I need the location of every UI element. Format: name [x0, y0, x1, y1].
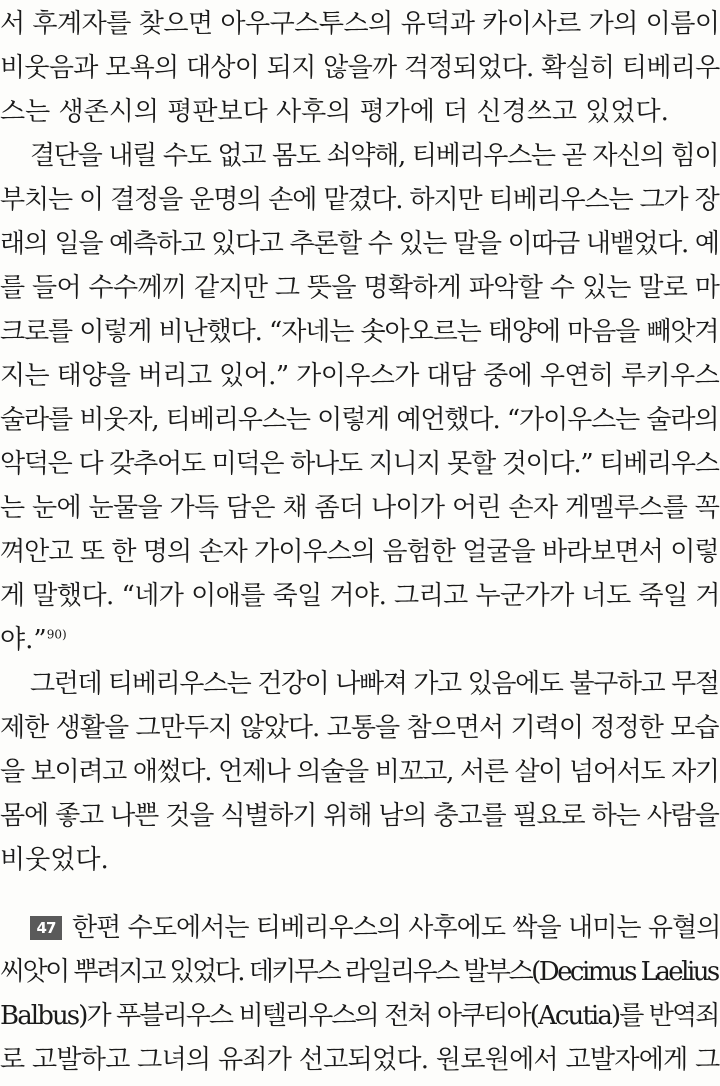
footnote-marker: 90): [46, 627, 67, 642]
text-line: 그런데 티베리우스는 건강이 나빠져 가고 있음에도 불구하고 무절: [30, 669, 719, 699]
text-line: 로 고발하고 그녀의 유죄가 선고되었다. 원로원에서 고발자에게 그: [0, 1045, 720, 1075]
text-line: 제한 생활을 그만두지 않았다. 고통을 참으면서 기력이 정정한 모습: [0, 713, 719, 743]
text-line: 를 들어 수수께끼 같지만 그 뜻을 명확하게 파악할 수 있는 말로 마: [0, 273, 720, 303]
text-line: 악덕은 다 갖추어도 미덕은 하나도 지니지 못할 것이다.” 티베리우스: [0, 449, 719, 479]
text-line: 껴안고 또 한 명의 손자 가이우스의 음험한 얼굴을 바라보면서 이렇: [0, 537, 719, 567]
text-line: 결단을 내릴 수도 없고 몸도 쇠약해, 티베리우스는 곧 자신의 힘이: [30, 141, 719, 171]
text-line: 부치는 이 결정을 운명의 손에 맡겼다. 하지만 티베리우스는 그가 장: [0, 185, 719, 215]
text-line: 술라를 비웃자, 티베리우스는 이렇게 예언했다. “가이우스는 술라의: [0, 405, 719, 435]
text-line: 지는 태양을 버리고 있어.” 가이우스가 대담 중에 우연히 루키우스: [0, 361, 720, 391]
text-line: 을 보이려고 애썼다. 언제나 의술을 비꼬고, 서른 살이 넘어서도 자기: [0, 757, 719, 787]
text-line: 스는 생존시의 평판보다 사후의 평가에 더 신경쓰고 있었다.: [0, 97, 669, 127]
text-line: 래의 일을 예측하고 있다고 추론할 수 있는 말을 이따금 내뱉었다. 예: [0, 229, 719, 259]
text-line: 씨앗이 뿌려지고 있었다. 데키무스 라일리우스 발부스(Decimus Laelius: [0, 957, 718, 987]
text-line: 는 눈에 눈물을 가득 담은 채 좀더 나이가 어린 손자 게멜루스를 꼭: [0, 493, 720, 523]
text-line-with-section-marker: [30, 906, 720, 950]
text-line: Balbus)가 푸블리우스 비텔리우스의 전처 아쿠티아(Acutia)를 반역죄: [0, 1001, 719, 1031]
text-line: 비웃음과 모욕의 대상이 되지 않을까 걱정되었다. 확실히 티베리우: [0, 53, 720, 83]
text-line: 몸에 좋고 나쁜 것을 식별하기 위해 남의 충고를 필요로 하는 사람을: [0, 801, 719, 831]
text-fragment: 한편 수도에서는 티베리우스의 사후에도 싹을 내미는 유혈의: [72, 913, 720, 943]
text-line: 게 말했다. “네가 이애를 죽일 거야. 그리고 누군가가 너도 죽일 거: [0, 581, 720, 611]
text-fragment: 야.”: [0, 625, 47, 655]
text-line: 크로를 이렇게 비난했다. “자네는 솟아오르는 태양에 마음을 빼앗겨: [0, 317, 719, 347]
text-line: 서 후계자를 찾으면 아우구스투스의 유덕과 카이사르 가의 이름이: [0, 9, 720, 39]
text-line-with-footnote: [0, 618, 67, 662]
section-number-badge: 47: [30, 916, 62, 940]
text-line: 비웃었다.: [0, 845, 109, 875]
